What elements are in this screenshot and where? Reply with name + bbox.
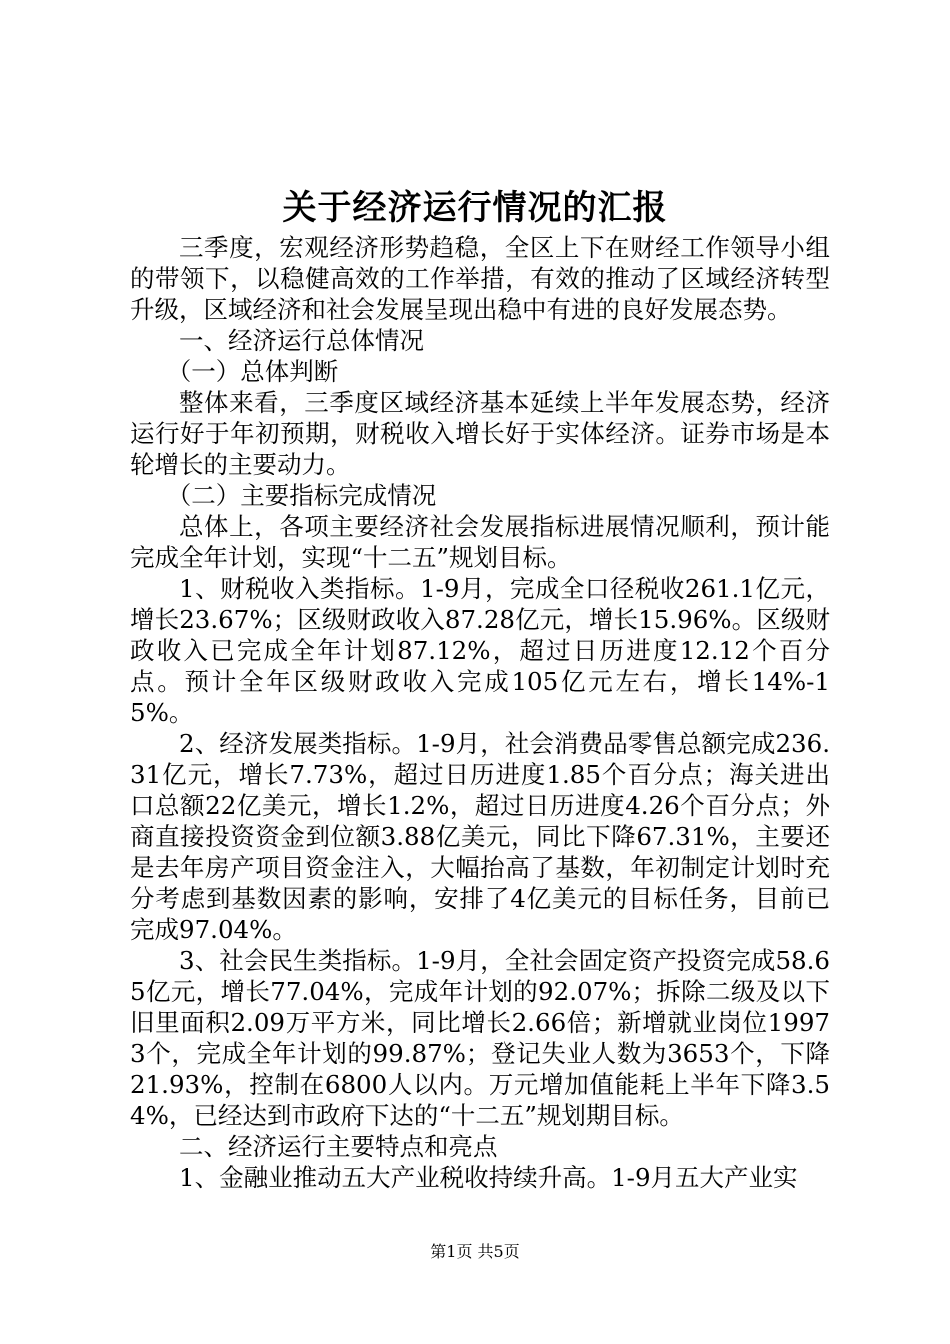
paragraph-overall: 整体来看，三季度区域经济基本延续上半年发展态势，经济运行好于年初预期，财税收入增长好于实体经济。证券市场是本轮增长的主要动力。 bbox=[130, 388, 830, 479]
paragraph-fiscal: 1、财税收入类指标。1-9月，完成全口径税收261.1亿元，增长23.67%；区级财政收入87.28亿元，增长15.96%。区级财政收入已完成全年计划87.12%，超过日历进度12.12个百分点。预计全年区级财政收入完成105亿元左右，增长14%-15%。 bbox=[130, 574, 830, 727]
paragraph-summary: 总体上，各项主要经济社会发展指标进展情况顺利，预计能完成全年计划，实现“十二五”规划目标。 bbox=[130, 512, 830, 572]
heading-subsection-2: （二）主要指标完成情况 bbox=[166, 481, 437, 510]
heading-subsection-1: （一）总体判断 bbox=[166, 357, 339, 386]
document-title: 关于经济运行情况的汇报 bbox=[282, 188, 668, 228]
paragraph-intro: 三季度，宏观经济形势趋稳，全区上下在财经工作领导小组的带领下，以稳健高效的工作举措，有效的推动了区域经济转型升级，区域经济和社会发展呈现出稳中有进的良好发展态势。 bbox=[130, 233, 830, 324]
heading-section-2: 二、经济运行主要特点和亮点 bbox=[179, 1132, 498, 1161]
paragraph-economic: 2、经济发展类指标。1-9月，社会消费品零售总额完成236.31亿元，增长7.73%，超过日历进度1.85个百分点；海关进出口总额22亿美元，增长1.2%，超过日历进度4.26个百分点；外商直接投资资金到位额3.88亿美元，同比下降67.31%，主要还是去年房产项目资金注入，大幅抬高了基数，年初制定计划时充分考虑到基数因素的影响，安排了4亿美元的目标任务，目前已完成97.04%。 bbox=[130, 729, 830, 944]
heading-section-1: 一、经济运行总体情况 bbox=[179, 326, 424, 355]
paragraph-finance: 1、金融业推动五大产业税收持续升高。1-9月五大产业实 bbox=[179, 1163, 798, 1192]
page-footer: 第1页 共5页 bbox=[430, 1242, 520, 1261]
paragraph-social: 3、社会民生类指标。1-9月，全社会固定资产投资完成58.65亿元，增长77.04%，完成年计划的92.07%；拆除二级及以下旧里面积2.09万平方米，同比增长2.66倍；新增就业岗位19973个，完成全年计划的99.87%；登记失业人数为3653个，下降21.93%，控制在6800人以内。万元增加值能耗上半年下降3.54%，已经达到市政府下达的“十二五”规划期目标。 bbox=[130, 946, 830, 1130]
document-body bbox=[130, 232, 830, 1193]
